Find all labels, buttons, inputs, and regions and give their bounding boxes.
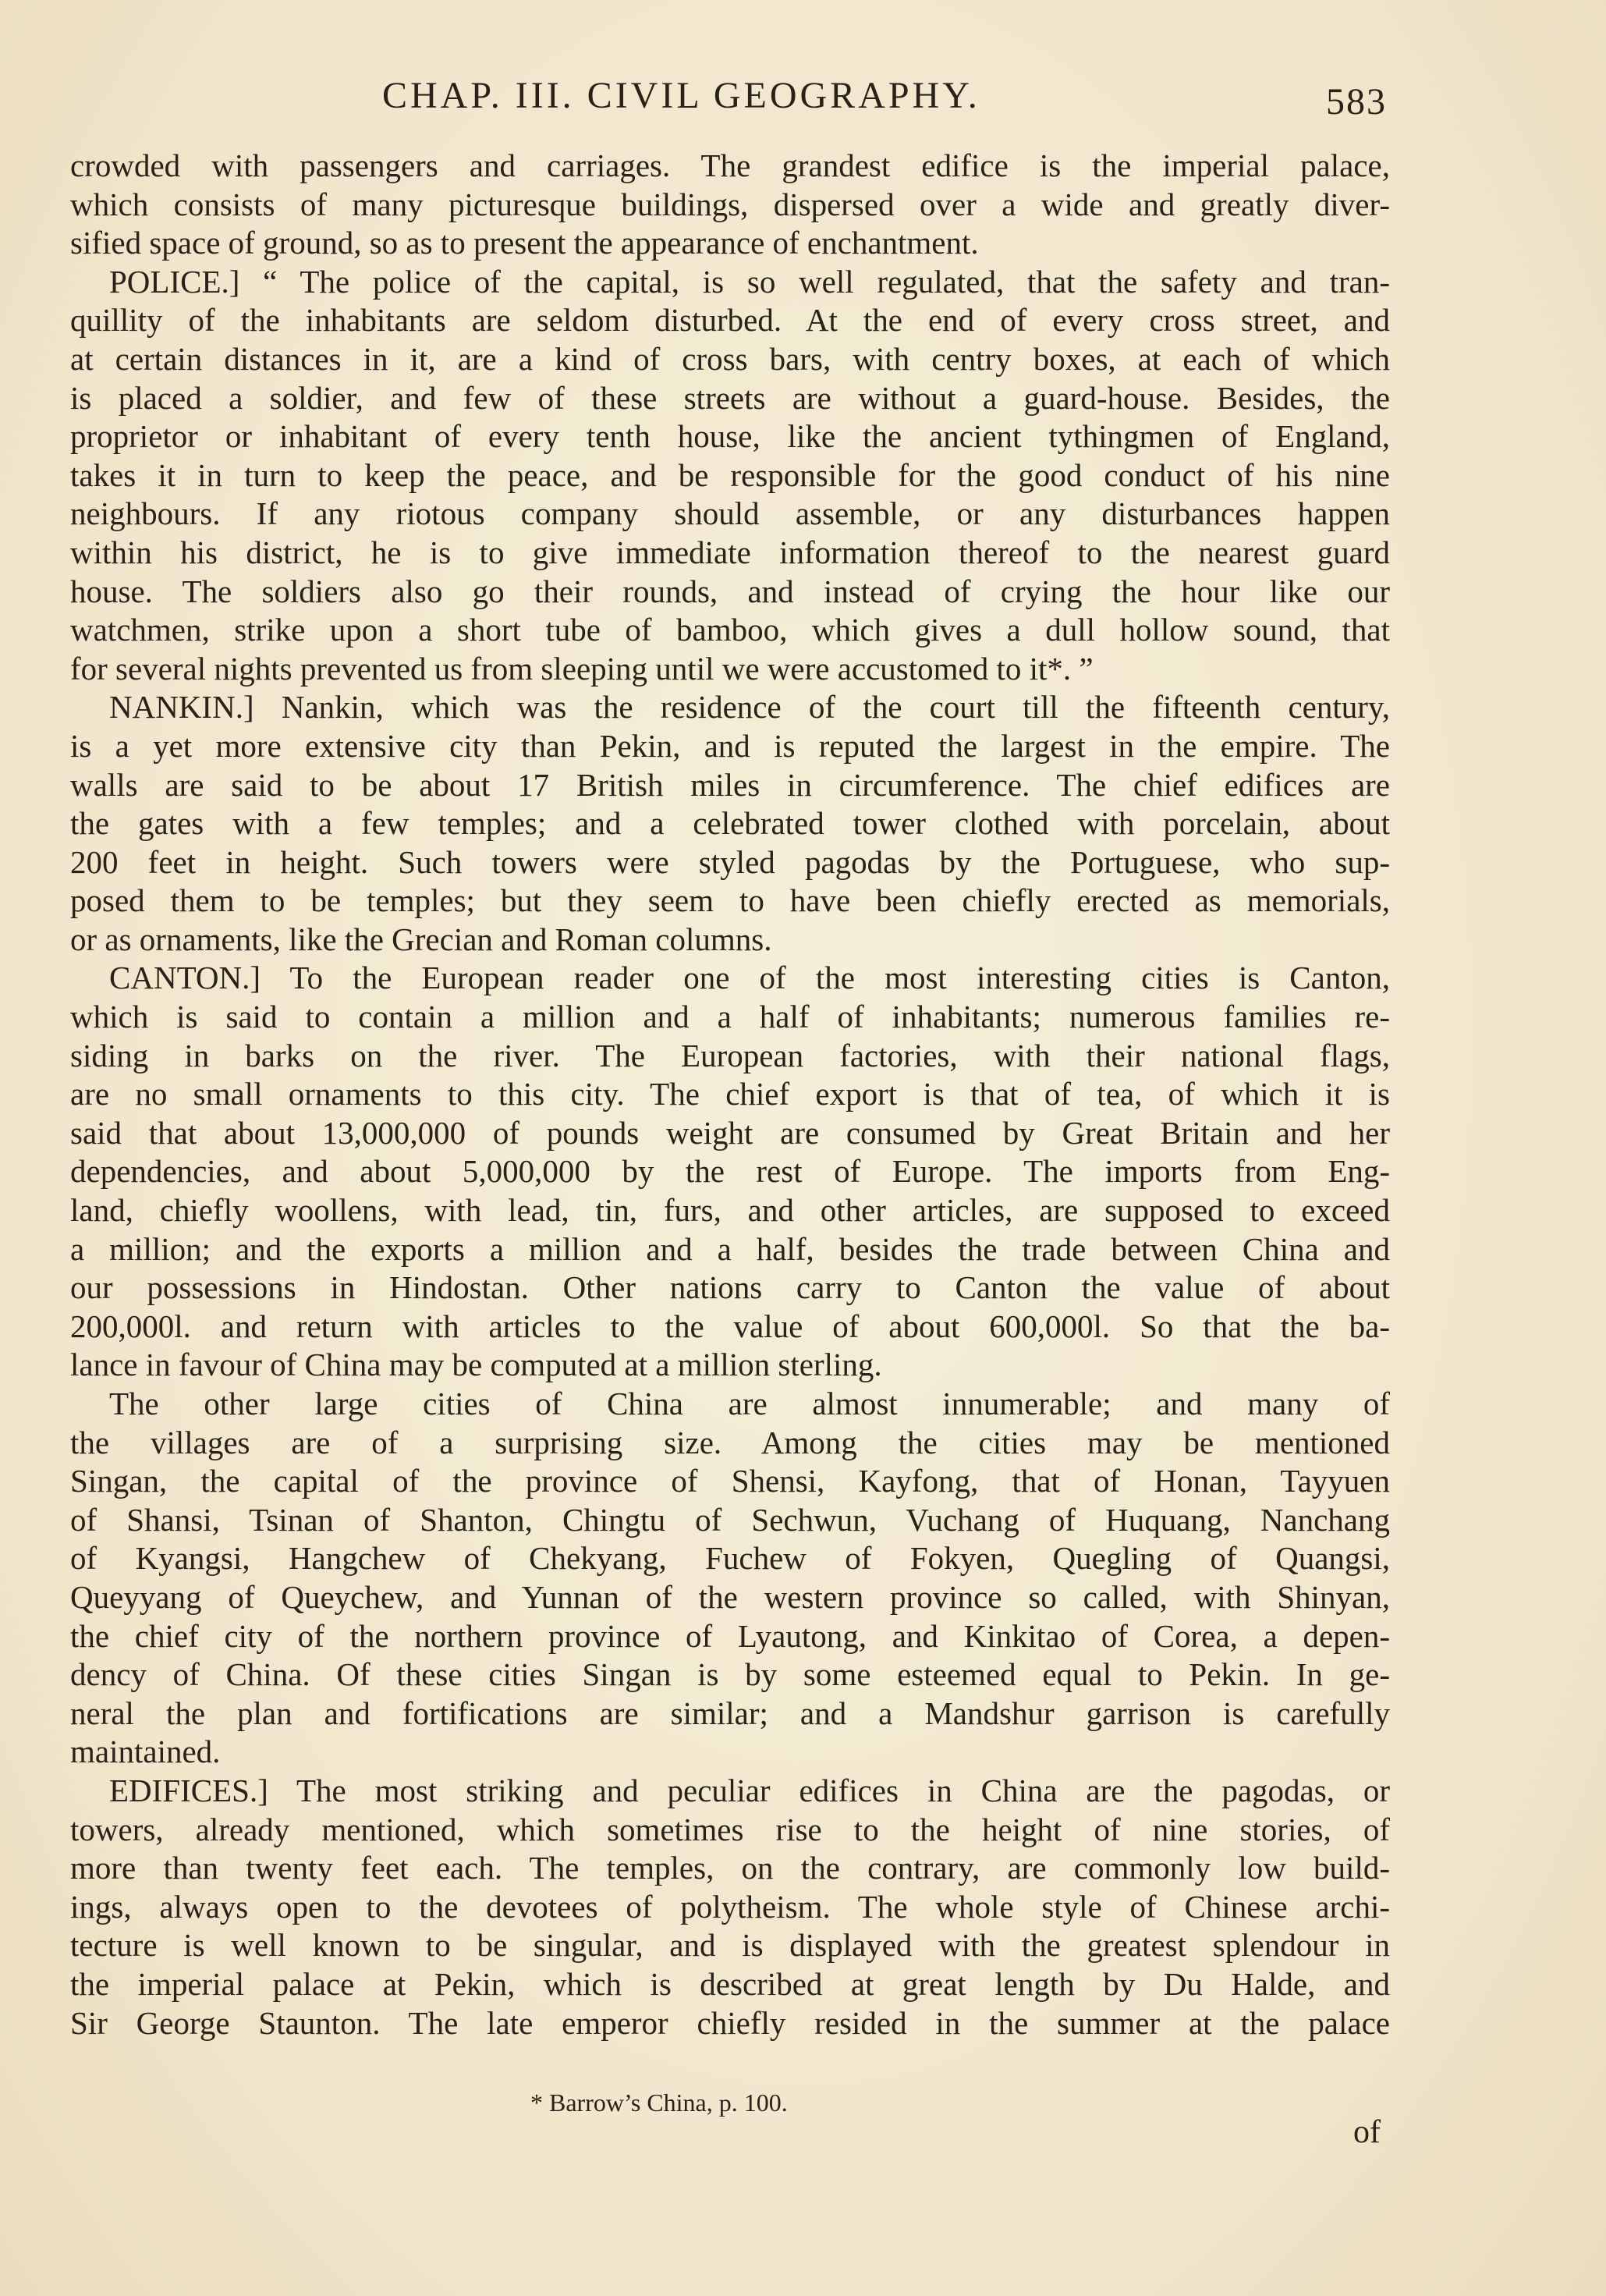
text-line: NANKIN.] Nankin, which was the residence of the court till the fifteenth century, <box>109 689 1390 726</box>
text-line: crowded with passengers and carriages. The grandest edifice is the imperial palace, <box>70 147 1390 183</box>
text-line: which is said to contain a million and a half of inhabitants; numerous families re- <box>70 999 1390 1035</box>
text-line: a million; and the exports a million and a half, besides the trade between China and <box>70 1230 1390 1267</box>
text-line: of Shansi, Tsinan of Shanton, Chingtu of Sechwun, Vuchang of Huquang, Nanchang <box>70 1501 1390 1538</box>
text-line: lance in favour of China may be computed at a million sterling. <box>70 1347 882 1383</box>
text-line: the imperial palace at Pekin, which is described at great length by Du Halde, and <box>70 1965 1390 2002</box>
text-line: which consists of many picturesque buildings, dispersed over a wide and greatly diver- <box>70 186 1390 222</box>
text-line: EDIFICES.] The most striking and peculiar edifices in China are the pagodas, or <box>109 1772 1390 1808</box>
text-line: towers, already mentioned, which sometimes rise to the height of nine stories, of <box>70 1811 1390 1847</box>
text-line: the gates with a few temples; and a celebrated tower clothed with porcelain, about <box>70 805 1390 842</box>
text-line: land, chiefly woollens, with lead, tin, furs, and other articles, are supposed to exceed <box>70 1192 1390 1229</box>
text-line: neral the plan and fortifications are similar; and a Mandshur garrison is carefully <box>70 1694 1390 1731</box>
text-line: The other large cities of China are almost innumerable; and many of <box>109 1386 1390 1421</box>
text-line: the villages are of a surprising size. Among the cities may be mentioned <box>70 1424 1390 1460</box>
catchword: of <box>1353 2114 1381 2150</box>
text-line: Sir George Staunton. The late emperor chiefly resided in the summer at the palace <box>70 2004 1390 2041</box>
text-line: for several nights prevented us from sleeping until we were accustomed to it*. ” <box>70 650 1094 687</box>
footnote: * Barrow’s China, p. 100. <box>530 2088 788 2117</box>
text-line: CANTON.] To the European reader one of the most interesting cities is Canton, <box>109 960 1390 996</box>
text-line: of Kyangsi, Hangchew of Chekyang, Fuchew of Fokyen, Quegling of Quangsi, <box>70 1540 1390 1577</box>
text-line: within his district, he is to give immediate information thereof to the nearest guard <box>70 534 1390 570</box>
chapter-heading: CHAP. III. CIVIL GEOGRAPHY. <box>382 75 980 116</box>
text-line: 200,000l. and return with articles to the value of about 600,000l. So that the ba- <box>70 1308 1390 1344</box>
text-line: 200 feet in height. Such towers were styled pagodas by the Portuguese, who sup- <box>70 843 1390 880</box>
text-line: is placed a soldier, and few of these streets are without a guard-house. Besides, the <box>70 379 1390 416</box>
text-line: Singan, the capital of the province of Shensi, Kayfong, that of Honan, Tayyuen <box>70 1463 1390 1499</box>
text-line: siding in barks on the river. The European factories, with their national flags, <box>70 1037 1390 1073</box>
text-line: house. The soldiers also go their rounds, and instead of crying the hour like our <box>70 573 1390 609</box>
text-line: posed them to be temples; but they seem to have been chiefly erected as memorials, <box>70 882 1390 919</box>
page-number: 583 <box>1326 81 1387 122</box>
text-line: POLICE.] “ The police of the capital, is so well regulated, that the safety and tran- <box>109 263 1390 300</box>
text-line: more than twenty feet each. The temples, on the contrary, are commonly low build- <box>70 1850 1390 1886</box>
text-line: tecture is well known to be singular, and is displayed with the greatest splendour in <box>70 1927 1390 1964</box>
text-line: neighbours. If any riotous company should assemble, or any disturbances happen <box>70 495 1390 532</box>
text-line: are no small ornaments to this city. The chief export is that of tea, of which it is <box>70 1076 1390 1113</box>
running-head <box>0 69 1606 123</box>
text-line: proprietor or inhabitant of every tenth house, like the ancient tythingmen of England, <box>70 418 1390 455</box>
text-line: takes it in turn to keep the peace, and be responsible for the good conduct of his nine <box>70 456 1390 493</box>
text-line: quillity of the inhabitants are seldom disturbed. At the end of every cross street, and <box>70 302 1390 339</box>
text-line: Queyyang of Queychew, and Yunnan of the western province so called, with Shinyan, <box>70 1578 1390 1615</box>
text-line: dependencies, and about 5,000,000 by the rest of Europe. The imports from Eng- <box>70 1153 1390 1190</box>
text-line: walls are said to be about 17 British miles in circumference. The chief edifices are <box>70 766 1390 803</box>
text-line: ings, always open to the devotees of polytheism. The whole style of Chinese archi- <box>70 1888 1390 1925</box>
text-line: the chief city of the northern province of Lyautong, and Kinkitao of Corea, a depen- <box>70 1617 1390 1654</box>
text-line: dency of China. Of these cities Singan is by some esteemed equal to Pekin. In ge- <box>70 1656 1390 1693</box>
text-line: watchmen, strike upon a short tube of bamboo, which gives a dull hollow sound, that <box>70 612 1390 648</box>
text-line: is a yet more extensive city than Pekin, and is reputed the largest in the empire. The <box>70 727 1390 764</box>
text-line: our possessions in Hindostan. Other nations carry to Canton the value of about <box>70 1269 1390 1306</box>
text-line: at certain distances in it, are a kind of cross bars, with centry boxes, at each of which <box>70 340 1390 377</box>
text-line: sified space of ground, so as to present the appearance of enchantment. <box>70 225 979 261</box>
text-line: maintained. <box>70 1734 221 1770</box>
body-text <box>70 147 1390 2042</box>
text-line: said that about 13,000,000 of pounds weight are consumed by Great Britain and her <box>70 1114 1390 1151</box>
text-line: or as ornaments, like the Grecian and Roman columns. <box>70 921 772 957</box>
